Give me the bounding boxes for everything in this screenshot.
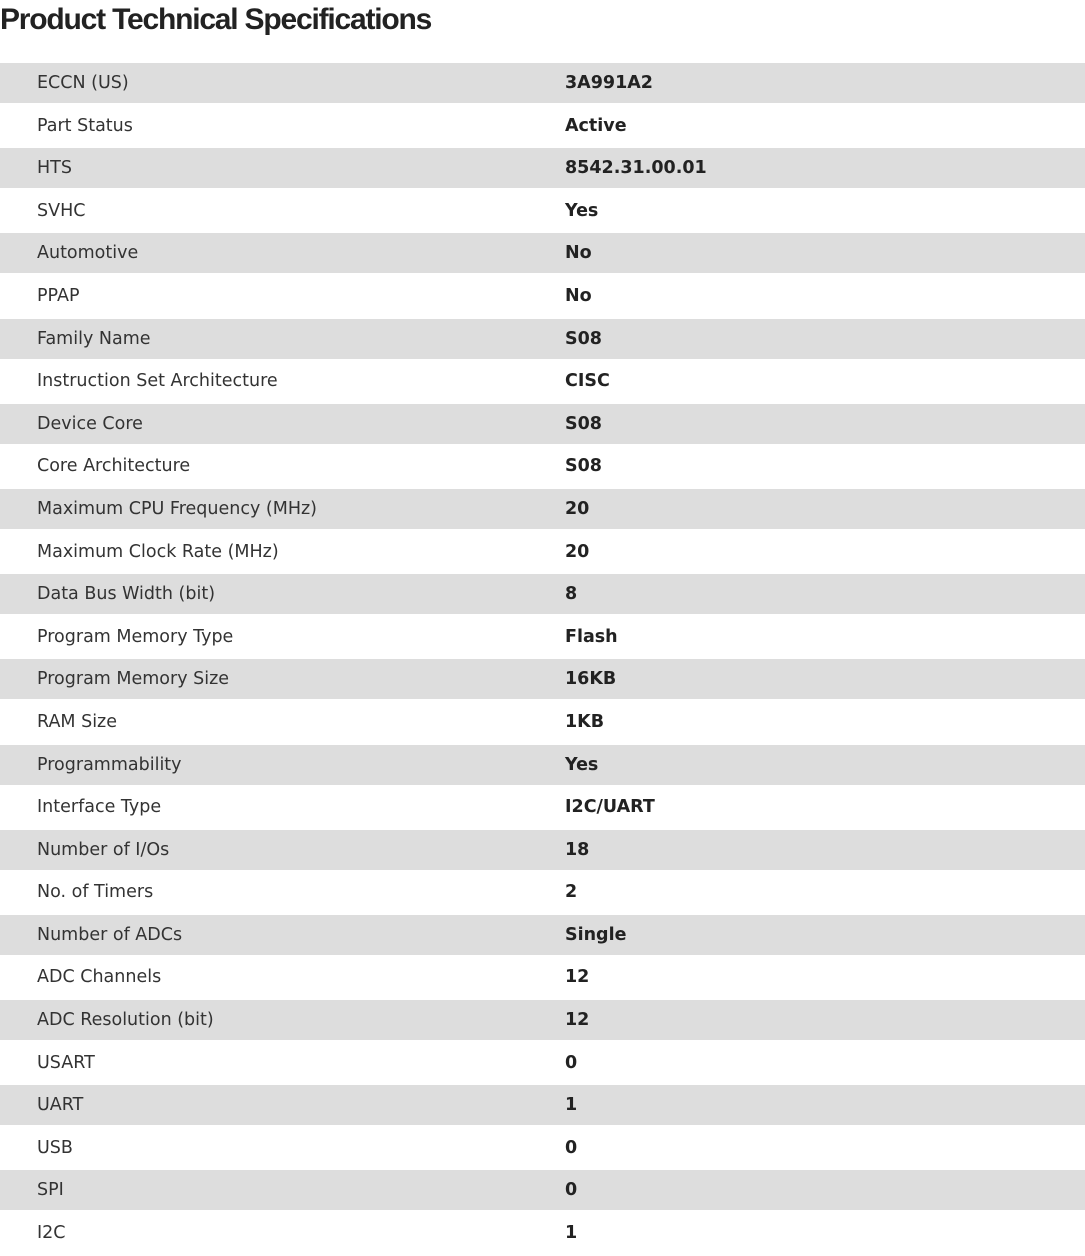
spec-label: Number of I/Os — [37, 839, 170, 860]
spec-value: Flash — [565, 626, 618, 647]
spec-label: USART — [37, 1052, 95, 1073]
spec-label: UART — [37, 1095, 84, 1116]
spec-value: S08 — [565, 413, 602, 434]
spec-row — [0, 148, 1085, 188]
spec-table — [0, 63, 1085, 1256]
spec-value: 1KB — [565, 711, 605, 732]
spec-row — [0, 63, 1085, 103]
spec-value: S08 — [565, 328, 602, 349]
spec-label: Data Bus Width (bit) — [37, 584, 216, 605]
spec-row — [0, 276, 1085, 316]
spec-value: 2 — [565, 882, 578, 903]
spec-label: Instruction Set Architecture — [37, 371, 278, 392]
spec-label: Part Status — [37, 115, 133, 136]
spec-value: Yes — [565, 200, 599, 221]
spec-row — [0, 532, 1085, 572]
spec-row — [0, 106, 1085, 146]
spec-row — [0, 659, 1085, 699]
spec-label: Programmability — [37, 754, 182, 775]
spec-value: 18 — [565, 839, 590, 860]
spec-row — [0, 233, 1085, 273]
spec-label: Device Core — [37, 413, 143, 434]
spec-value: 8 — [565, 584, 578, 605]
spec-label: Interface Type — [37, 797, 162, 818]
spec-label: Maximum CPU Frequency (MHz) — [37, 498, 317, 519]
spec-row — [0, 574, 1085, 614]
spec-value: Active — [565, 115, 627, 136]
spec-label: HTS — [37, 158, 72, 179]
spec-value: I2C/UART — [565, 797, 655, 818]
spec-row — [0, 915, 1085, 955]
spec-value: CISC — [565, 371, 610, 392]
spec-label: Core Architecture — [37, 456, 191, 477]
spec-value: 20 — [565, 541, 590, 562]
spec-label: Maximum Clock Rate (MHz) — [37, 541, 279, 562]
spec-row — [0, 489, 1085, 529]
spec-value: 1 — [565, 1095, 578, 1116]
spec-row — [0, 1085, 1085, 1125]
spec-value: S08 — [565, 456, 602, 477]
spec-label: ECCN (US) — [37, 73, 129, 93]
spec-value: No — [565, 243, 592, 264]
spec-row — [0, 1000, 1085, 1040]
spec-label: SPI — [37, 1180, 64, 1201]
spec-label: RAM Size — [37, 711, 118, 732]
spec-value: 8542.31.00.01 — [565, 158, 707, 179]
spec-row — [0, 702, 1085, 742]
spec-label: Automotive — [37, 243, 139, 264]
spec-label: USB — [37, 1137, 73, 1158]
spec-value: 0 — [565, 1180, 578, 1201]
spec-label: Program Memory Size — [37, 669, 230, 690]
spec-row — [0, 361, 1085, 401]
spec-label: ADC Resolution (bit) — [37, 1010, 214, 1031]
spec-label: PPAP — [37, 285, 80, 306]
spec-row — [0, 745, 1085, 785]
spec-row — [0, 1128, 1085, 1168]
spec-value: 12 — [565, 1010, 590, 1031]
spec-value: No — [565, 285, 592, 306]
spec-row — [0, 957, 1085, 997]
spec-row — [0, 872, 1085, 912]
spec-label: Number of ADCs — [37, 924, 183, 945]
spec-value: 0 — [565, 1052, 578, 1073]
spec-row — [0, 787, 1085, 827]
spec-row — [0, 1170, 1085, 1210]
spec-value: 3A991A2 — [565, 73, 653, 93]
spec-label: No. of Timers — [37, 882, 154, 903]
spec-row — [0, 617, 1085, 657]
spec-label: Program Memory Type — [37, 626, 234, 647]
spec-label: Family Name — [37, 328, 151, 349]
spec-row — [0, 191, 1085, 231]
spec-value: 20 — [565, 498, 590, 519]
spec-value: Yes — [565, 754, 599, 775]
spec-label: ADC Channels — [37, 967, 162, 988]
spec-row — [0, 446, 1085, 486]
spec-row — [0, 830, 1085, 870]
spec-value: 12 — [565, 967, 590, 988]
spec-row — [0, 319, 1085, 359]
spec-row — [0, 1043, 1085, 1083]
spec-label: I2C — [37, 1223, 66, 1244]
spec-label: SVHC — [37, 200, 86, 221]
spec-row — [0, 404, 1085, 444]
spec-value: 16KB — [565, 669, 617, 690]
spec-value: Single — [565, 924, 627, 945]
spec-row — [0, 1213, 1085, 1253]
page-title: Product Technical Specifications — [0, 3, 432, 36]
spec-value: 1 — [565, 1223, 578, 1244]
spec-value: 0 — [565, 1137, 578, 1158]
